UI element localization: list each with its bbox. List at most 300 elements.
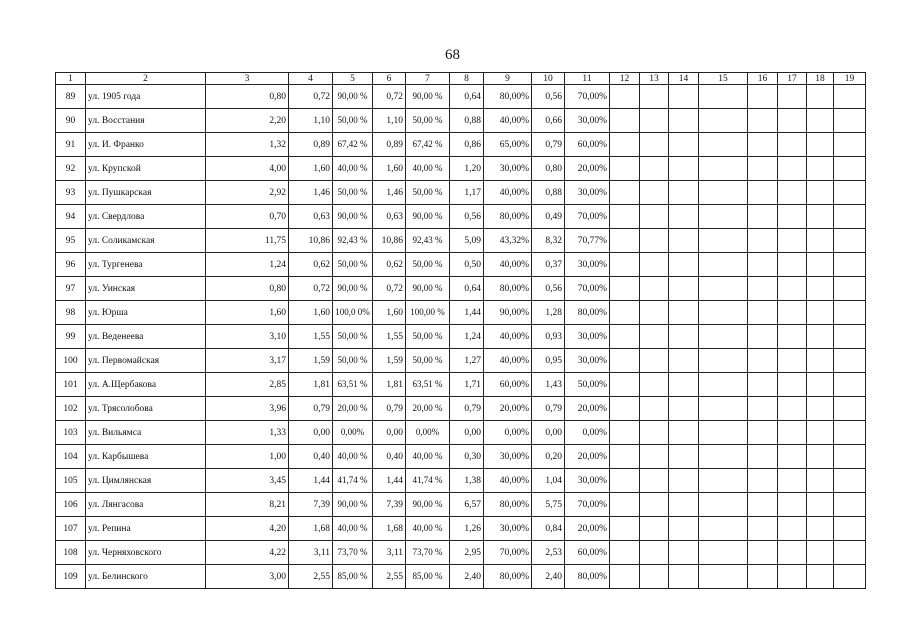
table-cell: 80,00% bbox=[484, 205, 532, 229]
table-cell: 100,00 % bbox=[406, 301, 450, 325]
empty-cell bbox=[748, 301, 778, 325]
table-cell: 30,00% bbox=[484, 157, 532, 181]
table-row bbox=[56, 493, 866, 517]
empty-cell bbox=[834, 349, 866, 373]
empty-cell bbox=[778, 565, 807, 589]
table-cell: 30,00% bbox=[565, 181, 610, 205]
empty-cell bbox=[669, 445, 699, 469]
table-cell: 40,00 % bbox=[333, 445, 373, 469]
table-cell: 101 bbox=[56, 373, 86, 397]
empty-cell bbox=[640, 205, 669, 229]
table-cell: 0,79 bbox=[373, 397, 406, 421]
table-cell: 90 bbox=[56, 109, 86, 133]
table-row bbox=[56, 421, 866, 445]
street-name-cell: ул. Репина bbox=[86, 517, 206, 541]
empty-cell bbox=[610, 109, 640, 133]
table-cell: 30,00% bbox=[565, 349, 610, 373]
table-cell: 0,64 bbox=[450, 85, 484, 109]
empty-cell bbox=[699, 517, 748, 541]
empty-cell bbox=[669, 397, 699, 421]
empty-cell bbox=[610, 517, 640, 541]
empty-cell bbox=[610, 397, 640, 421]
table-cell: 109 bbox=[56, 565, 86, 589]
empty-cell bbox=[640, 325, 669, 349]
table-cell: 85,00 % bbox=[333, 565, 373, 589]
street-name-cell: ул. Крупской bbox=[86, 157, 206, 181]
empty-cell bbox=[669, 205, 699, 229]
street-name-cell: ул. 1905 года bbox=[86, 85, 206, 109]
empty-cell bbox=[640, 421, 669, 445]
table-cell: 50,00 % bbox=[406, 349, 450, 373]
table-cell: 97 bbox=[56, 277, 86, 301]
table-cell: 0,64 bbox=[450, 277, 484, 301]
table-row bbox=[56, 109, 866, 133]
table-cell: 63,51 % bbox=[406, 373, 450, 397]
empty-cell bbox=[807, 301, 834, 325]
table-cell: 2,85 bbox=[206, 373, 289, 397]
table-cell: 3,00 bbox=[206, 565, 289, 589]
empty-cell bbox=[778, 157, 807, 181]
empty-cell bbox=[807, 205, 834, 229]
empty-cell bbox=[778, 301, 807, 325]
column-number-cell: 5 bbox=[333, 73, 373, 85]
table-cell: 2,40 bbox=[532, 565, 565, 589]
column-number-cell: 9 bbox=[484, 73, 532, 85]
table-cell: 1,43 bbox=[532, 373, 565, 397]
table-cell: 1,10 bbox=[289, 109, 333, 133]
table-cell: 3,17 bbox=[206, 349, 289, 373]
table-cell: 40,00 % bbox=[406, 157, 450, 181]
empty-cell bbox=[610, 325, 640, 349]
table-cell: 10,86 bbox=[373, 229, 406, 253]
table-cell: 50,00 % bbox=[333, 253, 373, 277]
table-cell: 0,49 bbox=[532, 205, 565, 229]
table-cell: 0,72 bbox=[289, 277, 333, 301]
table-row bbox=[56, 565, 866, 589]
table-cell: 1,00 bbox=[206, 445, 289, 469]
table-cell: 0,40 bbox=[289, 445, 333, 469]
table-cell: 20,00% bbox=[565, 157, 610, 181]
table-cell: 0,56 bbox=[532, 277, 565, 301]
table-cell: 1,10 bbox=[373, 109, 406, 133]
empty-cell bbox=[748, 445, 778, 469]
empty-cell bbox=[807, 469, 834, 493]
table-row bbox=[56, 373, 866, 397]
empty-cell bbox=[778, 253, 807, 277]
table-cell: 1,59 bbox=[289, 349, 333, 373]
empty-cell bbox=[610, 205, 640, 229]
empty-cell bbox=[748, 133, 778, 157]
table-cell: 50,00 % bbox=[406, 181, 450, 205]
empty-cell bbox=[748, 493, 778, 517]
table-cell: 70,00% bbox=[565, 205, 610, 229]
table-cell: 11,75 bbox=[206, 229, 289, 253]
table-cell: 1,17 bbox=[450, 181, 484, 205]
column-number-cell: 16 bbox=[748, 73, 778, 85]
empty-cell bbox=[640, 277, 669, 301]
empty-cell bbox=[610, 181, 640, 205]
table-cell: 41,74 % bbox=[406, 469, 450, 493]
table-cell: 30,00% bbox=[565, 325, 610, 349]
street-name-cell: ул. Веденеева bbox=[86, 325, 206, 349]
table-cell: 80,00% bbox=[565, 301, 610, 325]
empty-cell bbox=[748, 157, 778, 181]
empty-cell bbox=[807, 421, 834, 445]
street-name-cell: ул. Цимлянская bbox=[86, 469, 206, 493]
empty-cell bbox=[699, 493, 748, 517]
table-cell: 0,80 bbox=[206, 85, 289, 109]
column-number-cell: 12 bbox=[610, 73, 640, 85]
table-cell: 7,39 bbox=[289, 493, 333, 517]
table-cell: 106 bbox=[56, 493, 86, 517]
column-number-cell: 7 bbox=[406, 73, 450, 85]
empty-cell bbox=[699, 205, 748, 229]
empty-cell bbox=[834, 397, 866, 421]
table-cell: 1,55 bbox=[289, 325, 333, 349]
table-cell: 0,63 bbox=[289, 205, 333, 229]
empty-cell bbox=[640, 181, 669, 205]
table-cell: 2,55 bbox=[289, 565, 333, 589]
empty-cell bbox=[807, 349, 834, 373]
empty-cell bbox=[778, 277, 807, 301]
street-name-cell: ул. Трясолобова bbox=[86, 397, 206, 421]
empty-cell bbox=[834, 445, 866, 469]
street-name-cell: ул. А.Щербакова bbox=[86, 373, 206, 397]
empty-cell bbox=[748, 565, 778, 589]
empty-cell bbox=[640, 133, 669, 157]
table-cell: 0,00 bbox=[532, 421, 565, 445]
table-cell: 67,42 % bbox=[406, 133, 450, 157]
empty-cell bbox=[699, 301, 748, 325]
empty-cell bbox=[669, 181, 699, 205]
empty-cell bbox=[669, 541, 699, 565]
empty-cell bbox=[640, 349, 669, 373]
street-name-cell: ул. Первомайская bbox=[86, 349, 206, 373]
column-number-cell: 4 bbox=[289, 73, 333, 85]
empty-cell bbox=[748, 253, 778, 277]
table-cell: 63,51 % bbox=[333, 373, 373, 397]
table-cell: 8,32 bbox=[532, 229, 565, 253]
table-cell: 0,72 bbox=[289, 85, 333, 109]
table-cell: 60,00% bbox=[565, 541, 610, 565]
table-cell: 30,00% bbox=[484, 445, 532, 469]
empty-cell bbox=[834, 373, 866, 397]
data-table bbox=[55, 72, 866, 589]
empty-cell bbox=[610, 157, 640, 181]
empty-cell bbox=[748, 349, 778, 373]
empty-cell bbox=[748, 229, 778, 253]
empty-cell bbox=[699, 373, 748, 397]
table-cell: 90,00 % bbox=[406, 493, 450, 517]
empty-cell bbox=[610, 565, 640, 589]
table-cell: 40,00% bbox=[484, 325, 532, 349]
table-cell: 1,04 bbox=[532, 469, 565, 493]
table-cell: 4,00 bbox=[206, 157, 289, 181]
column-number-cell: 11 bbox=[565, 73, 610, 85]
table-cell: 100,0 0% bbox=[333, 301, 373, 325]
empty-cell bbox=[610, 229, 640, 253]
empty-cell bbox=[640, 157, 669, 181]
table-cell: 92 bbox=[56, 157, 86, 181]
table-cell: 80,00% bbox=[484, 85, 532, 109]
table-cell: 93 bbox=[56, 181, 86, 205]
table-cell: 0,84 bbox=[532, 517, 565, 541]
table-row bbox=[56, 277, 866, 301]
empty-cell bbox=[669, 253, 699, 277]
empty-cell bbox=[699, 541, 748, 565]
table-cell: 1,38 bbox=[450, 469, 484, 493]
table-cell: 1,60 bbox=[373, 301, 406, 325]
empty-cell bbox=[699, 445, 748, 469]
table-cell: 1,68 bbox=[289, 517, 333, 541]
column-number-row bbox=[56, 73, 866, 85]
empty-cell bbox=[610, 133, 640, 157]
table-cell: 50,00 % bbox=[406, 253, 450, 277]
empty-cell bbox=[699, 133, 748, 157]
table-cell: 67,42 % bbox=[333, 133, 373, 157]
table-cell: 2,55 bbox=[373, 565, 406, 589]
table-cell: 1,60 bbox=[206, 301, 289, 325]
table-cell: 70,00% bbox=[484, 541, 532, 565]
table-cell: 50,00 % bbox=[333, 181, 373, 205]
table-cell: 60,00% bbox=[565, 133, 610, 157]
street-name-cell: ул. Тургенева bbox=[86, 253, 206, 277]
empty-cell bbox=[699, 85, 748, 109]
empty-cell bbox=[699, 181, 748, 205]
column-number-cell: 3 bbox=[206, 73, 289, 85]
table-cell: 103 bbox=[56, 421, 86, 445]
empty-cell bbox=[669, 565, 699, 589]
table-cell: 40,00% bbox=[484, 469, 532, 493]
table-cell: 91 bbox=[56, 133, 86, 157]
table-cell: 1,46 bbox=[373, 181, 406, 205]
table-cell: 70,00% bbox=[565, 277, 610, 301]
table-cell: 3,96 bbox=[206, 397, 289, 421]
empty-cell bbox=[778, 205, 807, 229]
page-number: 68 bbox=[445, 47, 460, 63]
empty-cell bbox=[834, 181, 866, 205]
empty-cell bbox=[640, 445, 669, 469]
table-cell: 0,86 bbox=[450, 133, 484, 157]
empty-cell bbox=[610, 301, 640, 325]
column-number-cell: 15 bbox=[699, 73, 748, 85]
empty-cell bbox=[640, 85, 669, 109]
table-cell: 90,00% bbox=[484, 301, 532, 325]
table-cell: 0,20 bbox=[532, 445, 565, 469]
table-cell: 30,00% bbox=[565, 253, 610, 277]
empty-cell bbox=[834, 301, 866, 325]
empty-cell bbox=[699, 229, 748, 253]
table-cell: 0,66 bbox=[532, 109, 565, 133]
table-cell: 50,00 % bbox=[406, 109, 450, 133]
empty-cell bbox=[807, 109, 834, 133]
column-number-cell: 8 bbox=[450, 73, 484, 85]
table-cell: 20,00% bbox=[565, 445, 610, 469]
table-cell: 3,45 bbox=[206, 469, 289, 493]
table-cell: 1,44 bbox=[373, 469, 406, 493]
empty-cell bbox=[748, 373, 778, 397]
empty-cell bbox=[807, 541, 834, 565]
table-cell: 4,20 bbox=[206, 517, 289, 541]
empty-cell bbox=[778, 109, 807, 133]
table-cell: 0,37 bbox=[532, 253, 565, 277]
empty-cell bbox=[778, 541, 807, 565]
table-cell: 1,32 bbox=[206, 133, 289, 157]
table-cell: 30,00% bbox=[565, 109, 610, 133]
empty-cell bbox=[748, 85, 778, 109]
empty-cell bbox=[669, 229, 699, 253]
empty-cell bbox=[834, 421, 866, 445]
table-cell: 0,88 bbox=[450, 109, 484, 133]
table-cell: 1,28 bbox=[532, 301, 565, 325]
empty-cell bbox=[834, 85, 866, 109]
table-cell: 1,71 bbox=[450, 373, 484, 397]
table-cell: 73,70 % bbox=[406, 541, 450, 565]
empty-cell bbox=[807, 85, 834, 109]
table-cell: 40,00 % bbox=[406, 445, 450, 469]
empty-cell bbox=[640, 109, 669, 133]
empty-cell bbox=[610, 277, 640, 301]
empty-cell bbox=[640, 301, 669, 325]
table-cell: 2,92 bbox=[206, 181, 289, 205]
table-cell: 0,88 bbox=[532, 181, 565, 205]
empty-cell bbox=[807, 181, 834, 205]
empty-cell bbox=[640, 541, 669, 565]
table-cell: 1,33 bbox=[206, 421, 289, 445]
empty-cell bbox=[640, 493, 669, 517]
table-cell: 0,70 bbox=[206, 205, 289, 229]
street-name-cell: ул. Соликамская bbox=[86, 229, 206, 253]
table-cell: 1,44 bbox=[450, 301, 484, 325]
empty-cell bbox=[640, 253, 669, 277]
table-cell: 90,00 % bbox=[406, 277, 450, 301]
column-number-cell: 13 bbox=[640, 73, 669, 85]
table-cell: 0,63 bbox=[373, 205, 406, 229]
empty-cell bbox=[807, 325, 834, 349]
table-cell: 10,86 bbox=[289, 229, 333, 253]
empty-cell bbox=[699, 157, 748, 181]
table-cell: 90,00 % bbox=[333, 277, 373, 301]
table-cell: 5,75 bbox=[532, 493, 565, 517]
table-cell: 30,00% bbox=[565, 469, 610, 493]
table-cell: 73,70 % bbox=[333, 541, 373, 565]
empty-cell bbox=[610, 373, 640, 397]
empty-cell bbox=[669, 133, 699, 157]
table-cell: 2,53 bbox=[532, 541, 565, 565]
table-row bbox=[56, 397, 866, 421]
empty-cell bbox=[807, 157, 834, 181]
empty-cell bbox=[610, 493, 640, 517]
table-row bbox=[56, 229, 866, 253]
empty-cell bbox=[834, 205, 866, 229]
table-cell: 96 bbox=[56, 253, 86, 277]
table-cell: 90,00 % bbox=[333, 493, 373, 517]
table-row bbox=[56, 133, 866, 157]
empty-cell bbox=[807, 397, 834, 421]
table-cell: 0,00 bbox=[373, 421, 406, 445]
table-cell: 1,81 bbox=[373, 373, 406, 397]
empty-cell bbox=[834, 253, 866, 277]
table-cell: 7,39 bbox=[373, 493, 406, 517]
empty-cell bbox=[778, 469, 807, 493]
empty-cell bbox=[778, 181, 807, 205]
empty-cell bbox=[778, 133, 807, 157]
table-cell: 50,00 % bbox=[333, 109, 373, 133]
table-cell: 1,60 bbox=[289, 301, 333, 325]
empty-cell bbox=[778, 397, 807, 421]
table-cell: 3,10 bbox=[206, 325, 289, 349]
empty-cell bbox=[834, 109, 866, 133]
empty-cell bbox=[834, 493, 866, 517]
street-name-cell: ул. Черняховского bbox=[86, 541, 206, 565]
empty-cell bbox=[669, 301, 699, 325]
table-cell: 65,00% bbox=[484, 133, 532, 157]
street-name-cell: ул. И. Франко bbox=[86, 133, 206, 157]
empty-cell bbox=[834, 469, 866, 493]
table-cell: 80,00% bbox=[484, 565, 532, 589]
empty-cell bbox=[699, 397, 748, 421]
table-cell: 0,00% bbox=[565, 421, 610, 445]
table-cell: 92,43 % bbox=[406, 229, 450, 253]
table-row bbox=[56, 349, 866, 373]
street-name-cell: ул. Белинского bbox=[86, 565, 206, 589]
table-row bbox=[56, 445, 866, 469]
empty-cell bbox=[669, 277, 699, 301]
table-cell: 40,00 % bbox=[333, 157, 373, 181]
empty-cell bbox=[669, 493, 699, 517]
table-row bbox=[56, 541, 866, 565]
empty-cell bbox=[640, 397, 669, 421]
table-cell: 90,00 % bbox=[333, 205, 373, 229]
table-cell: 90,00 % bbox=[406, 85, 450, 109]
table-cell: 20,00 % bbox=[333, 397, 373, 421]
table-row bbox=[56, 301, 866, 325]
table-cell: 41,74 % bbox=[333, 469, 373, 493]
empty-cell bbox=[610, 541, 640, 565]
table-cell: 1,44 bbox=[289, 469, 333, 493]
table-cell: 0,00 bbox=[450, 421, 484, 445]
empty-cell bbox=[640, 517, 669, 541]
empty-cell bbox=[669, 469, 699, 493]
table-row bbox=[56, 253, 866, 277]
table-row bbox=[56, 325, 866, 349]
table-cell: 0,93 bbox=[532, 325, 565, 349]
column-number-cell: 17 bbox=[778, 73, 807, 85]
empty-cell bbox=[669, 85, 699, 109]
table-cell: 0,72 bbox=[373, 85, 406, 109]
street-name-cell: ул. Восстания bbox=[86, 109, 206, 133]
table-body bbox=[56, 73, 866, 589]
table-cell: 50,00 % bbox=[333, 349, 373, 373]
table-cell: 20,00% bbox=[484, 397, 532, 421]
table-cell: 70,77% bbox=[565, 229, 610, 253]
table-cell: 8,21 bbox=[206, 493, 289, 517]
empty-cell bbox=[699, 253, 748, 277]
empty-cell bbox=[748, 421, 778, 445]
empty-cell bbox=[748, 181, 778, 205]
empty-cell bbox=[778, 445, 807, 469]
empty-cell bbox=[699, 565, 748, 589]
empty-cell bbox=[640, 229, 669, 253]
empty-cell bbox=[748, 517, 778, 541]
column-number-cell: 6 bbox=[373, 73, 406, 85]
table-cell: 60,00% bbox=[484, 373, 532, 397]
empty-cell bbox=[610, 85, 640, 109]
table-cell: 40,00 % bbox=[406, 517, 450, 541]
empty-cell bbox=[610, 349, 640, 373]
street-name-cell: ул. Лянгасова bbox=[86, 493, 206, 517]
table-cell: 1,81 bbox=[289, 373, 333, 397]
